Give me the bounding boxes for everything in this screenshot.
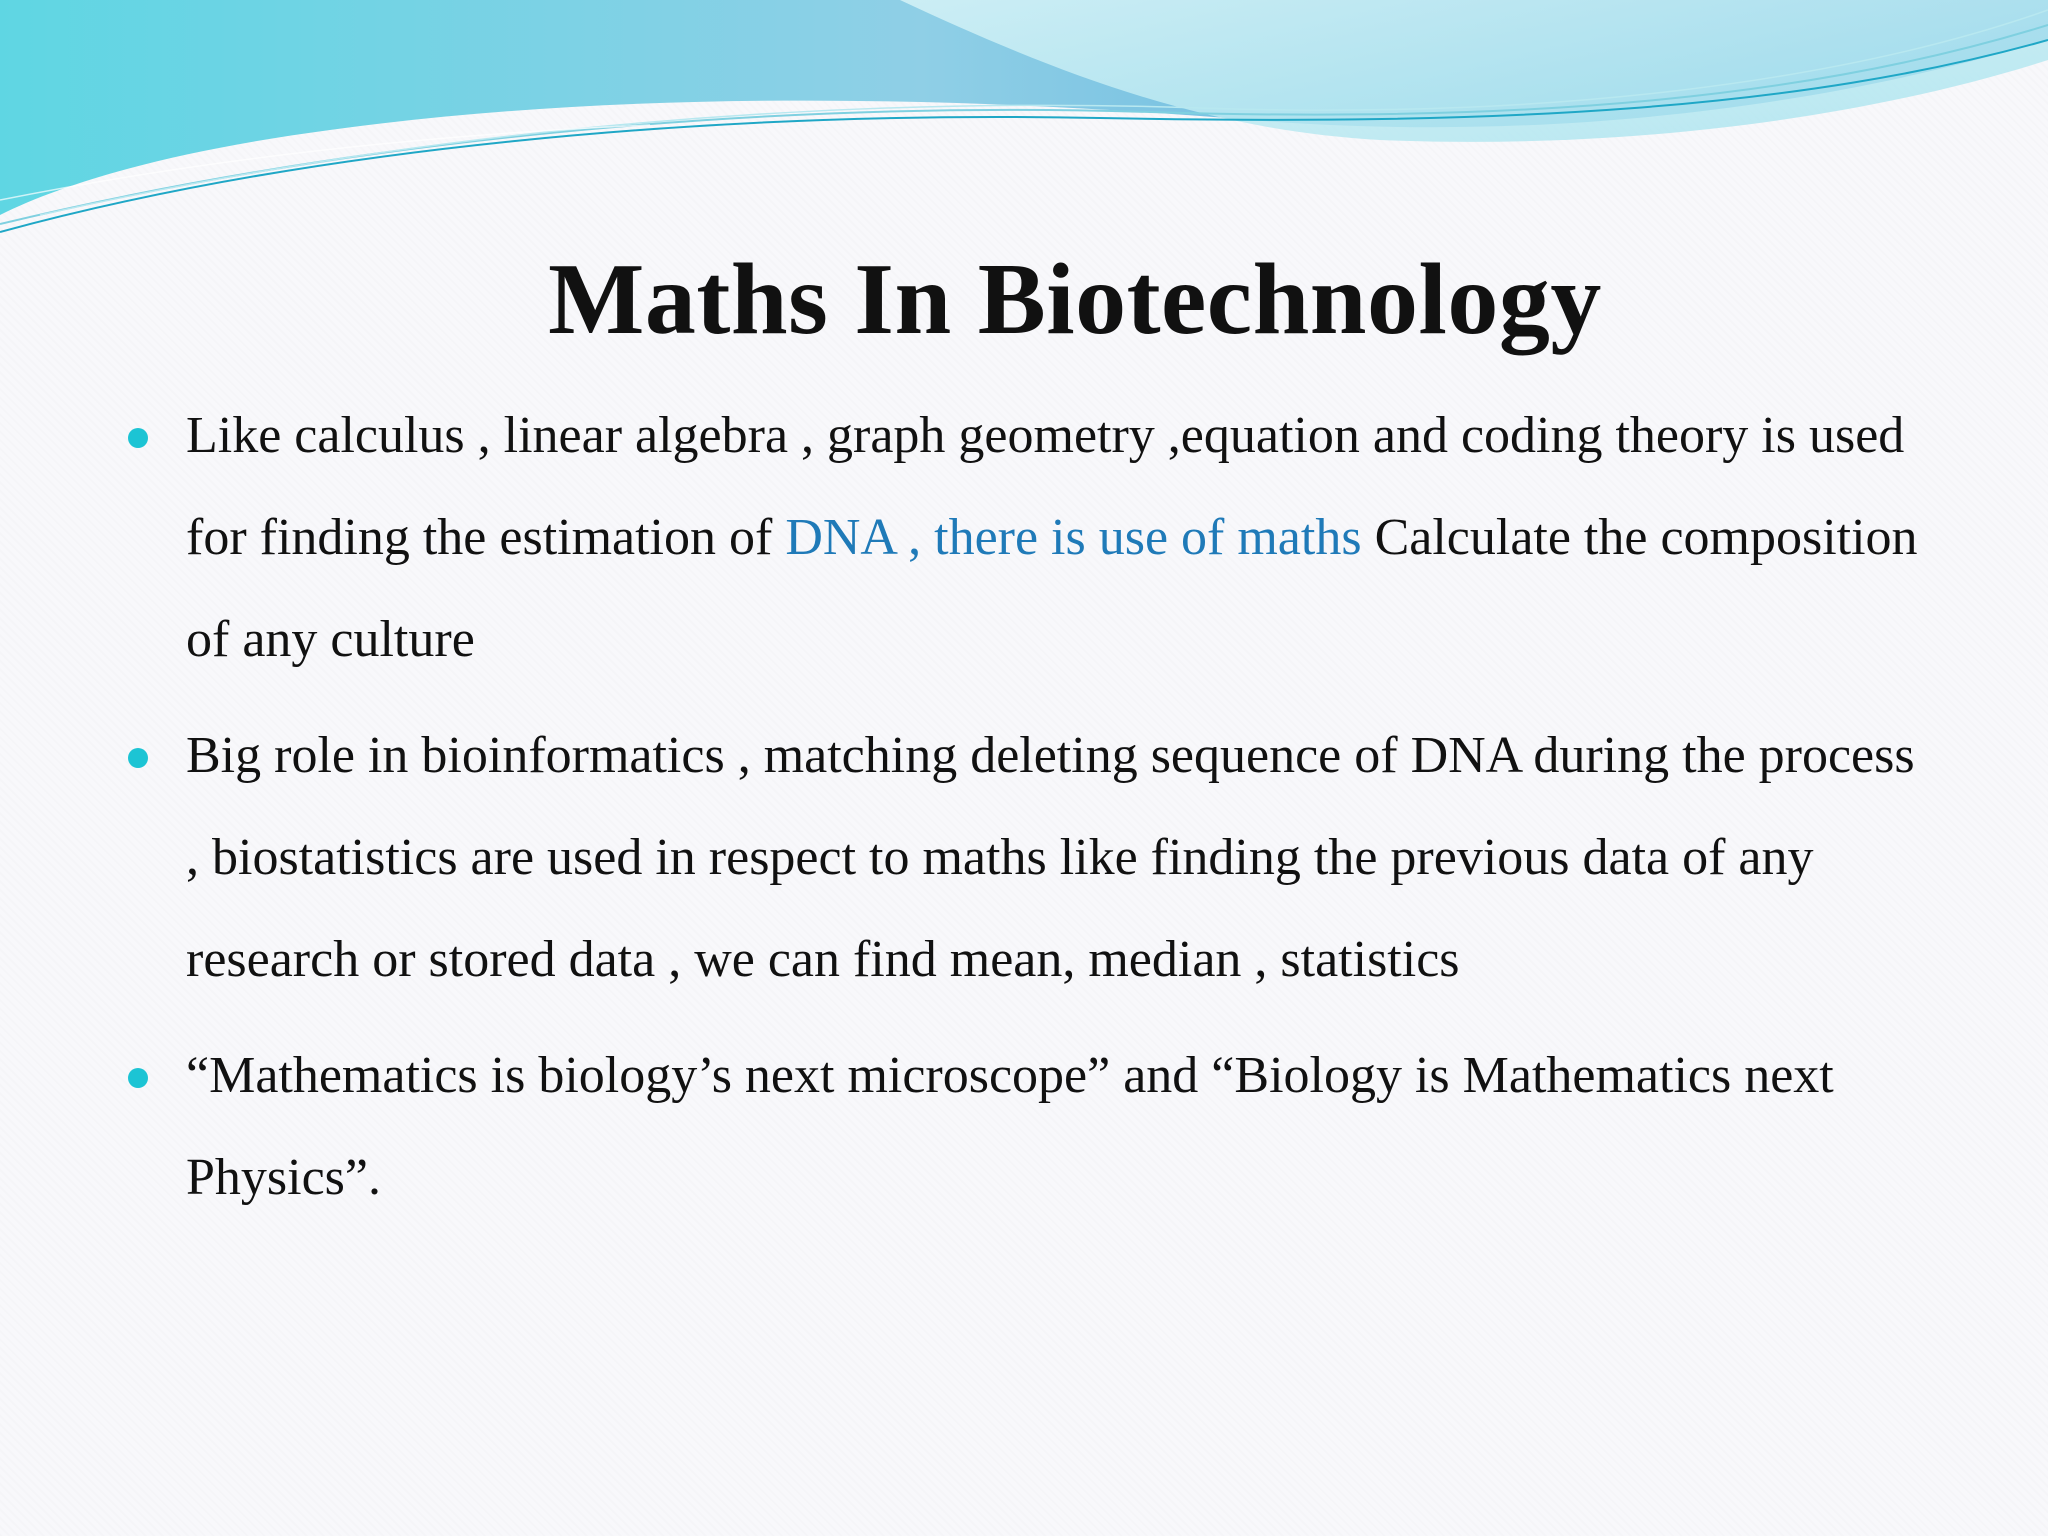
bullet-dot-icon xyxy=(128,748,148,768)
bullet-item-2 xyxy=(124,705,1924,1011)
header-wave-decoration xyxy=(0,0,2048,260)
bullet-item-1 xyxy=(124,385,1924,691)
bullet-2-text: Big role in bioinformatics , matching deleting sequence of DNA during the process , biostatistics are used in respect to maths like finding the previous data of any research or stored data , we can find mean, median , statistics xyxy=(186,727,1915,988)
bullet-item-3 xyxy=(124,1025,1924,1229)
bullet-1-text-after: Calculate the composition of any culture xyxy=(186,509,1918,668)
bullet-1-highlighted-text: DNA , there is use of maths xyxy=(785,509,1362,566)
bullet-3-text: “Mathematics is biology’s next microscope” and “Biology is Mathematics next Physics”. xyxy=(186,1047,1834,1206)
bullet-list xyxy=(124,385,1924,1243)
bullet-dot-icon xyxy=(128,428,148,448)
bullet-dot-icon xyxy=(128,1068,148,1088)
bullet-1-text-before: Like calculus , linear algebra , graph geometry ,equation and coding theory is used for finding the estimation of xyxy=(186,407,1905,566)
slide-title: Maths In Biotechnology xyxy=(548,243,1602,356)
